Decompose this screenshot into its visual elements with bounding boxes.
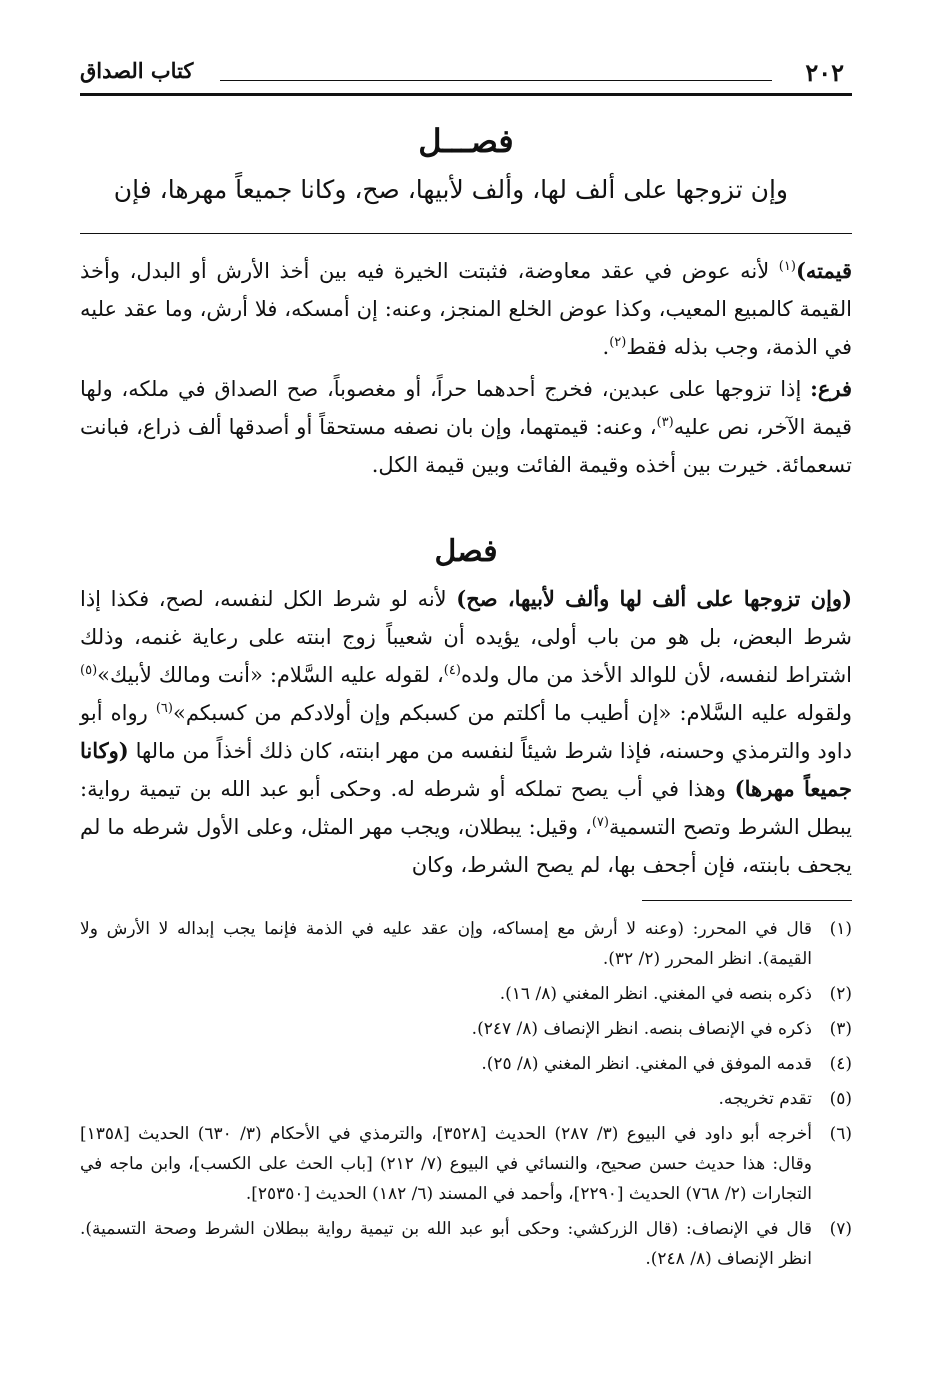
running-head [80, 52, 852, 96]
footnote-6 [80, 1119, 852, 1209]
sharh-text: ، وقيل: يبطلان، ويجب مهر المثل، وعلى الأول شرطه ما لم يجحف بابنته، فإن أجحف بها، لم يصح الشرط، وكان [80, 815, 852, 877]
footnote-number: (٦) [829, 1124, 852, 1144]
footnote-text: قال في المحرر: (وعنه لا أرش مع إمساكه، وإن عقد عليه في الذمة فإنما يجب إبداله لا الأرش ولا القيمة). انظر المحرر (٢/ ٣٢). [80, 919, 812, 969]
sharh-lead-term: قيمته) [795, 258, 852, 283]
footnote-5 [80, 1084, 852, 1114]
footnote-7 [80, 1214, 852, 1274]
footnote-text: تقدم تخريجه. [718, 1089, 812, 1109]
matn-text: وإن تزوجها على ألف لها، وألف لأبيها، صح، وكانا جميعاً مهرها، فإن [113, 175, 788, 204]
footnote-ref-4[interactable]: (٤) [443, 663, 461, 678]
footnote-ref-7[interactable]: (٧) [591, 815, 609, 830]
sharh-text: إذا تزوجها على عبدين، فخرج أحدهما حراً، أو مغصوباً، صح الصداق في ملكه، ولها قيمة الآخر، نص عليه [80, 377, 853, 439]
footnote-number: (٣) [829, 1019, 852, 1039]
matn-quote: (وإن تزوجها على ألف لها وألف لأبيها، صح) [456, 586, 853, 611]
footnote-ref-5[interactable]: (٥) [80, 663, 98, 678]
sharh-paragraph-2 [80, 370, 852, 484]
footnotes [80, 914, 852, 1279]
sharh-text: رواه أبو داود والترمذي وحسنه، فإذا شرط شيئاً لنفسه من مهر ابنته، كان ذلك أخذاً من مالها [80, 701, 852, 763]
header-rule [80, 93, 852, 96]
matn-divider [80, 233, 852, 234]
footnote-number: (١) [829, 919, 852, 939]
sharh-text: ، وعنه: قيمتهما، وإن بان نصفه مستحقاً أو أصدقها ألف ذراع، فبانت تسعمائة. خيرت بين أخذه وقيمة الفائت وبين قيمة الكل. [80, 415, 852, 477]
far-label: فرع: [810, 376, 852, 401]
footnote-2 [80, 979, 852, 1009]
sharh-text: لأنه عوض في عقد معاوضة، فثبتت الخيرة فيه بين أخذ الأرش أو البدل، وأخذ القيمة كالمبيع المعيب، وكذا عوض الخلع المنجز، وعنه: إن أمسكه، فلا أرش، وما عقد عليه في الذمة، وجب بذله فقط [80, 259, 852, 359]
footnote-number: (٢) [829, 984, 852, 1004]
book-title: كتاب الصداق [80, 58, 194, 83]
footnote-4 [80, 1049, 852, 1079]
sharh-text: ولقوله عليه السَّلام: «إن أطيب ما أكلتم من كسبكم وإن أولادكم من كسبكم» [172, 701, 852, 725]
footnote-text: ذكره في الإنصاف بنصه. انظر الإنصاف (٨/ ٢٤٧). [471, 1019, 812, 1039]
footnote-number: (٥) [829, 1089, 852, 1109]
footnote-ref-6[interactable]: (٦) [155, 701, 173, 716]
footnote-number: (٤) [829, 1054, 852, 1074]
sharh-text: لأنه لو شرط الكل لنفسه، لصح، فكذا إذا شرط البعض، بل هو من باب أولى، يؤيده أن شعيباً زوج ابنته على رعاية غنمه، وذلك اشتراط لنفسه، لأن للوالد الأخذ من مال ولده [80, 587, 852, 687]
matn-quote: (وكانا جميعاً مهرها) [80, 738, 852, 801]
sharh-text-end: . [602, 335, 610, 359]
footnote-ref-1[interactable]: (١) [778, 259, 796, 274]
footnote-1 [80, 914, 852, 974]
matn-heading: فصـــل [418, 122, 514, 160]
footnote-text: قال في الإنصاف: (قال الزركشي: وحكى أبو عبد الله بن تيمية رواية ببطلان الشرط وصحة التسمية). انظر الإنصاف (٨/ ٢٤٨). [80, 1219, 812, 1269]
header-line [220, 80, 772, 81]
sharh-heading: فصل [434, 534, 498, 569]
footnote-ref-2[interactable]: (٢) [609, 335, 627, 350]
footnote-3 [80, 1014, 852, 1044]
footnote-text: أخرجه أبو داود في البيوع (٣/ ٢٨٧) الحديث [٣٥٢٨]، والترمذي في الأحكام (٣/ ٦٣٠) الحديث [١٣٥٨] وقال: هذا حديث حسن صحيح، والنسائي في البيوع (٧/ ٢١٢) [باب الحث على الكسب]، وابن ماجه في التجارات (٢/ ٧٦٨) الحديث [٢٢٩٠]، وأحمد في المسند (٦/ ١٨٢) الحديث [٢٥٣٥٠]. [80, 1124, 813, 1204]
footnote-text: قدمه الموفق في المغني. انظر المغني (٨/ ٢٥). [481, 1054, 812, 1074]
sharh-paragraph-3 [80, 580, 852, 884]
page-number: ٢٠٢ [805, 58, 844, 87]
footnote-number: (٧) [829, 1219, 852, 1239]
footnote-ref-3[interactable]: (٣) [656, 415, 674, 430]
footnote-separator [642, 900, 852, 901]
footnote-text: ذكره بنصه في المغني. انظر المغني (٨/ ١٦). [499, 984, 812, 1004]
sharh-paragraph-1 [80, 252, 852, 366]
sharh-text: وهذا في أب يصح تملكه أو شرطه له. وحكى أبو عبد الله بن تيمية رواية: يبطل الشرط وتصح التسمية [80, 777, 852, 839]
sharh-text: ، لقوله عليه السَّلام: «أنت ومالك لأبيك» [97, 663, 444, 687]
